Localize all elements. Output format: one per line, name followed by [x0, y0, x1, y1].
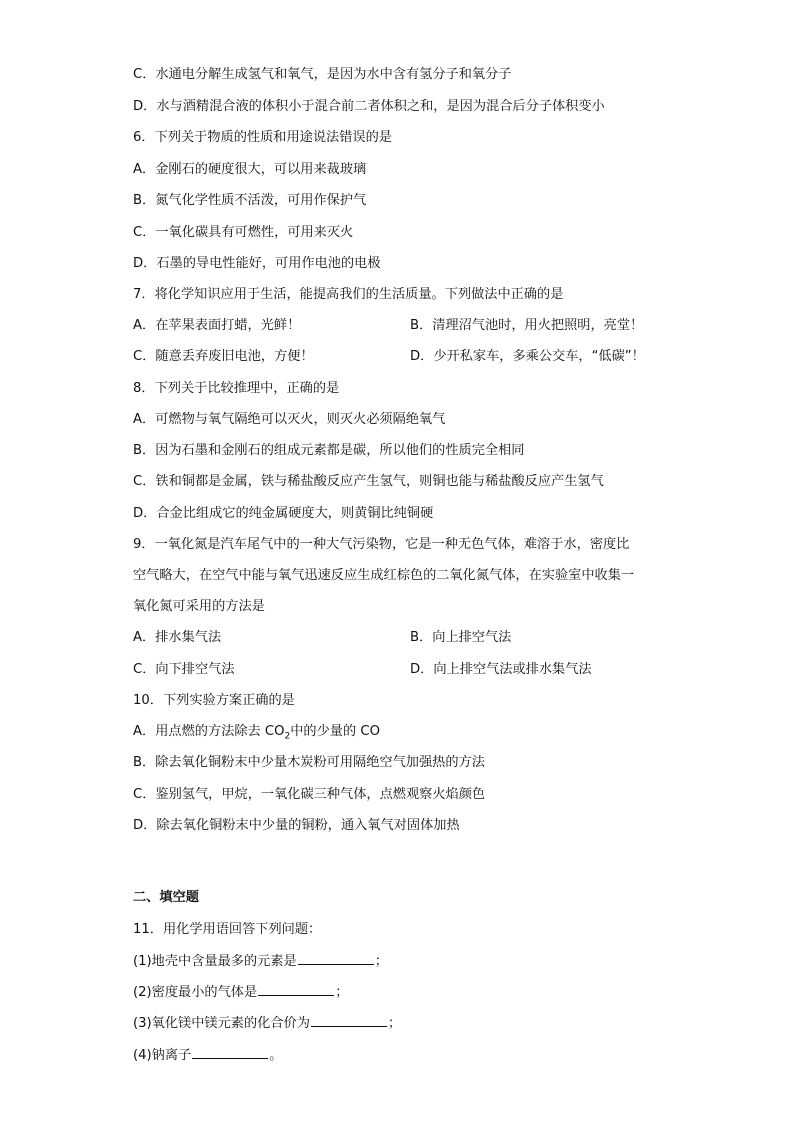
question-10-option-c: C．鉴别氢气，甲烷，一氧化碳三种气体，点燃观察火焰颜色 — [133, 787, 486, 802]
part-3-end: ； — [387, 1016, 402, 1031]
question-6-option-a: A．金刚石的硬度很大，可以用来裁玻璃 — [133, 162, 367, 177]
question-8-option-c: C．铁和铜都是金属，铁与稀盐酸反应产生氢气，则铜也能与稀盐酸反应产生氢气 — [133, 474, 604, 489]
part-4-end: 。 — [269, 1048, 283, 1063]
question-9-stem-line-1: 9．一氧化氮是汽车尾气中的一种大气污染物，它是一种无色气体，难溶于水，密度比 — [133, 537, 630, 552]
question-11-part-1 — [133, 952, 388, 971]
question-10-stem: 10．下列实验方案正确的是 — [133, 693, 295, 708]
question-5-option-c: C．水通电分解生成氢气和氧气，是因为水中含有氢分子和氧分子 — [133, 67, 512, 82]
question-6-option-c: C．一氧化碳具有可燃性，可用来灭火 — [133, 225, 354, 240]
question-6-stem: 6．下列关于物质的性质和用途说法错误的是 — [133, 130, 392, 145]
question-9-option-c: C．向下排空气法 — [133, 662, 235, 677]
question-7-option-d: D．少开私家车，多乘公交车，“低碳”！ — [410, 349, 645, 364]
question-6-option-d: D．石墨的导电性能好，可用作电池的电极 — [133, 256, 381, 271]
question-8-option-b: B．因为石墨和金刚石的组成元素都是碳，所以他们的性质完全相同 — [133, 443, 525, 458]
question-10-option-d: D．除去氧化铜粉末中少量的铜粉，通入氧气对固体加热 — [133, 818, 460, 833]
question-10-option-a — [133, 723, 380, 746]
question-9-stem-line-3: 氧化氮可采用的方法是 — [133, 599, 265, 614]
answer-blank[interactable] — [298, 952, 374, 965]
part-2-text: (2)密度最小的气体是 — [133, 985, 258, 1000]
question-10-option-a-text: A．用点燃的方法除去 CO — [133, 724, 285, 739]
co2-subscript: 2 — [284, 731, 291, 742]
question-7-option-a: A．在苹果表面打蜡，光鲜！ — [133, 318, 301, 333]
question-7-option-b: B．清理沼气池时，用火把照明，亮堂！ — [410, 318, 644, 333]
question-7-stem: 7．将化学知识应用于生活，能提高我们的生活质量。下列做法中正确的是 — [133, 287, 564, 302]
question-9-stem-line-2: 空气略大，在空气中能与氧气迅速反应生成红棕色的二氧化氮气体，在实验室中收集一 — [133, 568, 635, 583]
section-heading: 二、填空题 — [133, 890, 199, 905]
question-10-option-b: B．除去氧化铜粉末中少量木炭粉可用隔绝空气加强热的方法 — [133, 755, 485, 770]
part-1-end: ； — [374, 954, 388, 969]
question-11-stem: 11．用化学用语回答下列问题： — [133, 922, 322, 937]
answer-blank[interactable] — [311, 1014, 387, 1027]
question-10-option-a-text-end: 中的少量的 CO — [290, 724, 380, 739]
part-1-text: (1)地壳中含量最多的元素是 — [133, 954, 297, 969]
answer-blank[interactable] — [258, 983, 334, 996]
question-11-part-4 — [133, 1046, 282, 1065]
question-11-part-3 — [133, 1014, 401, 1033]
question-5-option-d: D．水与酒精混合液的体积小于混合前二者体积之和，是因为混合后分子体积变小 — [133, 99, 605, 114]
answer-blank[interactable] — [192, 1046, 268, 1059]
part-3-text: (3)氧化镁中镁元素的化合价为 — [133, 1016, 310, 1031]
question-9-option-d: D．向上排空气法或排水集气法 — [410, 662, 592, 677]
question-9-option-a: A．排水集气法 — [133, 630, 222, 645]
part-2-end: ； — [335, 985, 349, 1000]
question-8-option-d: D．合金比组成它的纯金属硬度大，则黄铜比纯铜硬 — [133, 506, 434, 521]
question-8-stem: 8．下列关于比较推理中，正确的是 — [133, 381, 340, 396]
question-11-part-2 — [133, 983, 348, 1002]
question-7-option-c: C．随意丢弃废旧电池，方便！ — [133, 349, 314, 364]
question-9-option-b: B．向上排空气法 — [410, 630, 512, 645]
question-6-option-b: B．氮气化学性质不活泼，可用作保护气 — [133, 193, 367, 208]
part-4-text: (4)钠离子 — [133, 1048, 192, 1063]
question-8-option-a: A．可燃物与氧气隔绝可以灭火，则灭火必须隔绝氧气 — [133, 412, 446, 427]
